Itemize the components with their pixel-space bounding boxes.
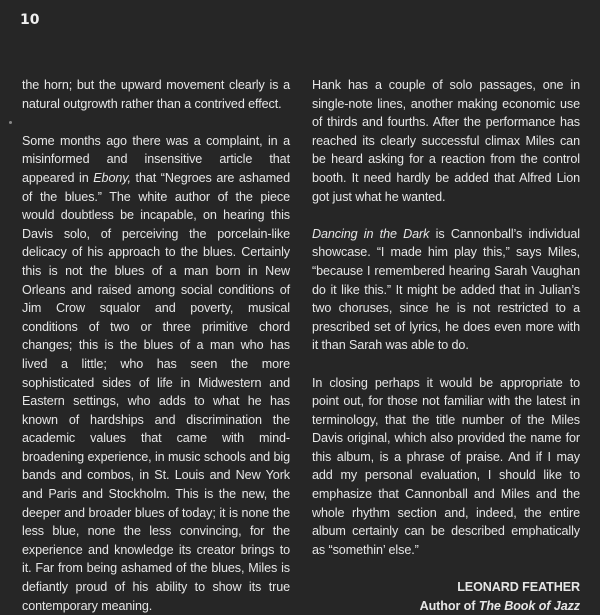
left-paragraph-2-rest: that “Negroes are ashamed of the blues.” The white author of the piece would doubtless be incapable, on hearing this Davis solo, of perceiving the porcelain-like delicacy of his approach to the blues. Certainly this is not the blues of a man born in New Orleans and raised among social conditions of Jim Crow squalor and poverty, musical conditions of two or three primitive chord changes; this is the blues of a man who has lived a little; who has seen the more sophisticated sides of life in Midwestern and Eastern settings, who adds to what he has known of hardships and discrimination the academic values that came with mind-broadening experience, in music schools and big bands and combos, in St. Louis and New York and Paris and Stockholm. This is the new, the deeper and broader blues of today; it is none the less blue, none the less convincing, for the experience and knowledge its creator brings to it. Far from being ashamed of the blues, Miles is defiantly proud of his ability to show its true contemporary meaning. [22,170,290,613]
left-paragraph-2-start: Some months ago there was a complaint, in a misinformed and insensitive article that appeared in [22,133,290,185]
right-column [312,76,580,615]
right-paragraph-3: In closing perhaps it would be appropriate to point out, for those not familiar with the latest in terminology, that the title number of the Miles Davis original, which also provided the name for this album, is a phrase of praise. And if I may add my personal evaluation, I should like to emphasize that Cannonball and Miles and the whole rhythm section and, indeed, the entire album certainly can be described emphatically as “somethin’ else.” [312,375,580,557]
book-title: The Book of Jazz [478,598,580,613]
dancing-in-the-dark-title: Dancing in the Dark [312,226,430,241]
ebony-title: Ebony, [93,170,131,185]
right-paragraph-2 [312,225,580,355]
left-paragraph-2 [22,132,290,615]
margin-dot [9,121,12,124]
page-number: 10 [20,12,40,28]
left-paragraph-1: the horn; but the upward movement clearly is a natural outgrowth rather than a contrived effect. [22,78,290,111]
right-paragraph-1: Hank has a couple of solo passages, one in single-note lines, another making economic use of thirds and fourths. After the performance has reached its clearly successful climax Miles can be heard asking for a reaction from the control booth. It need hardly be added that Alfred Lion got just what he wanted. [312,78,580,204]
right-paragraph-2-rest: is Cannonball’s individual showcase. “I made him play this,” says Miles, “because I remembered hearing Sarah Vaughan do it like this.” It might be added that in Julian’s two choruses, since he is not restricted to a prescribed set of lyrics, he does even more with it than Sarah was able to do. [312,226,580,353]
left-column [22,76,290,615]
signature-name: LEONARD FEATHER [457,580,580,595]
signature [312,578,580,615]
signature-role-prefix: Author of [419,598,479,613]
signature-role [312,597,580,615]
